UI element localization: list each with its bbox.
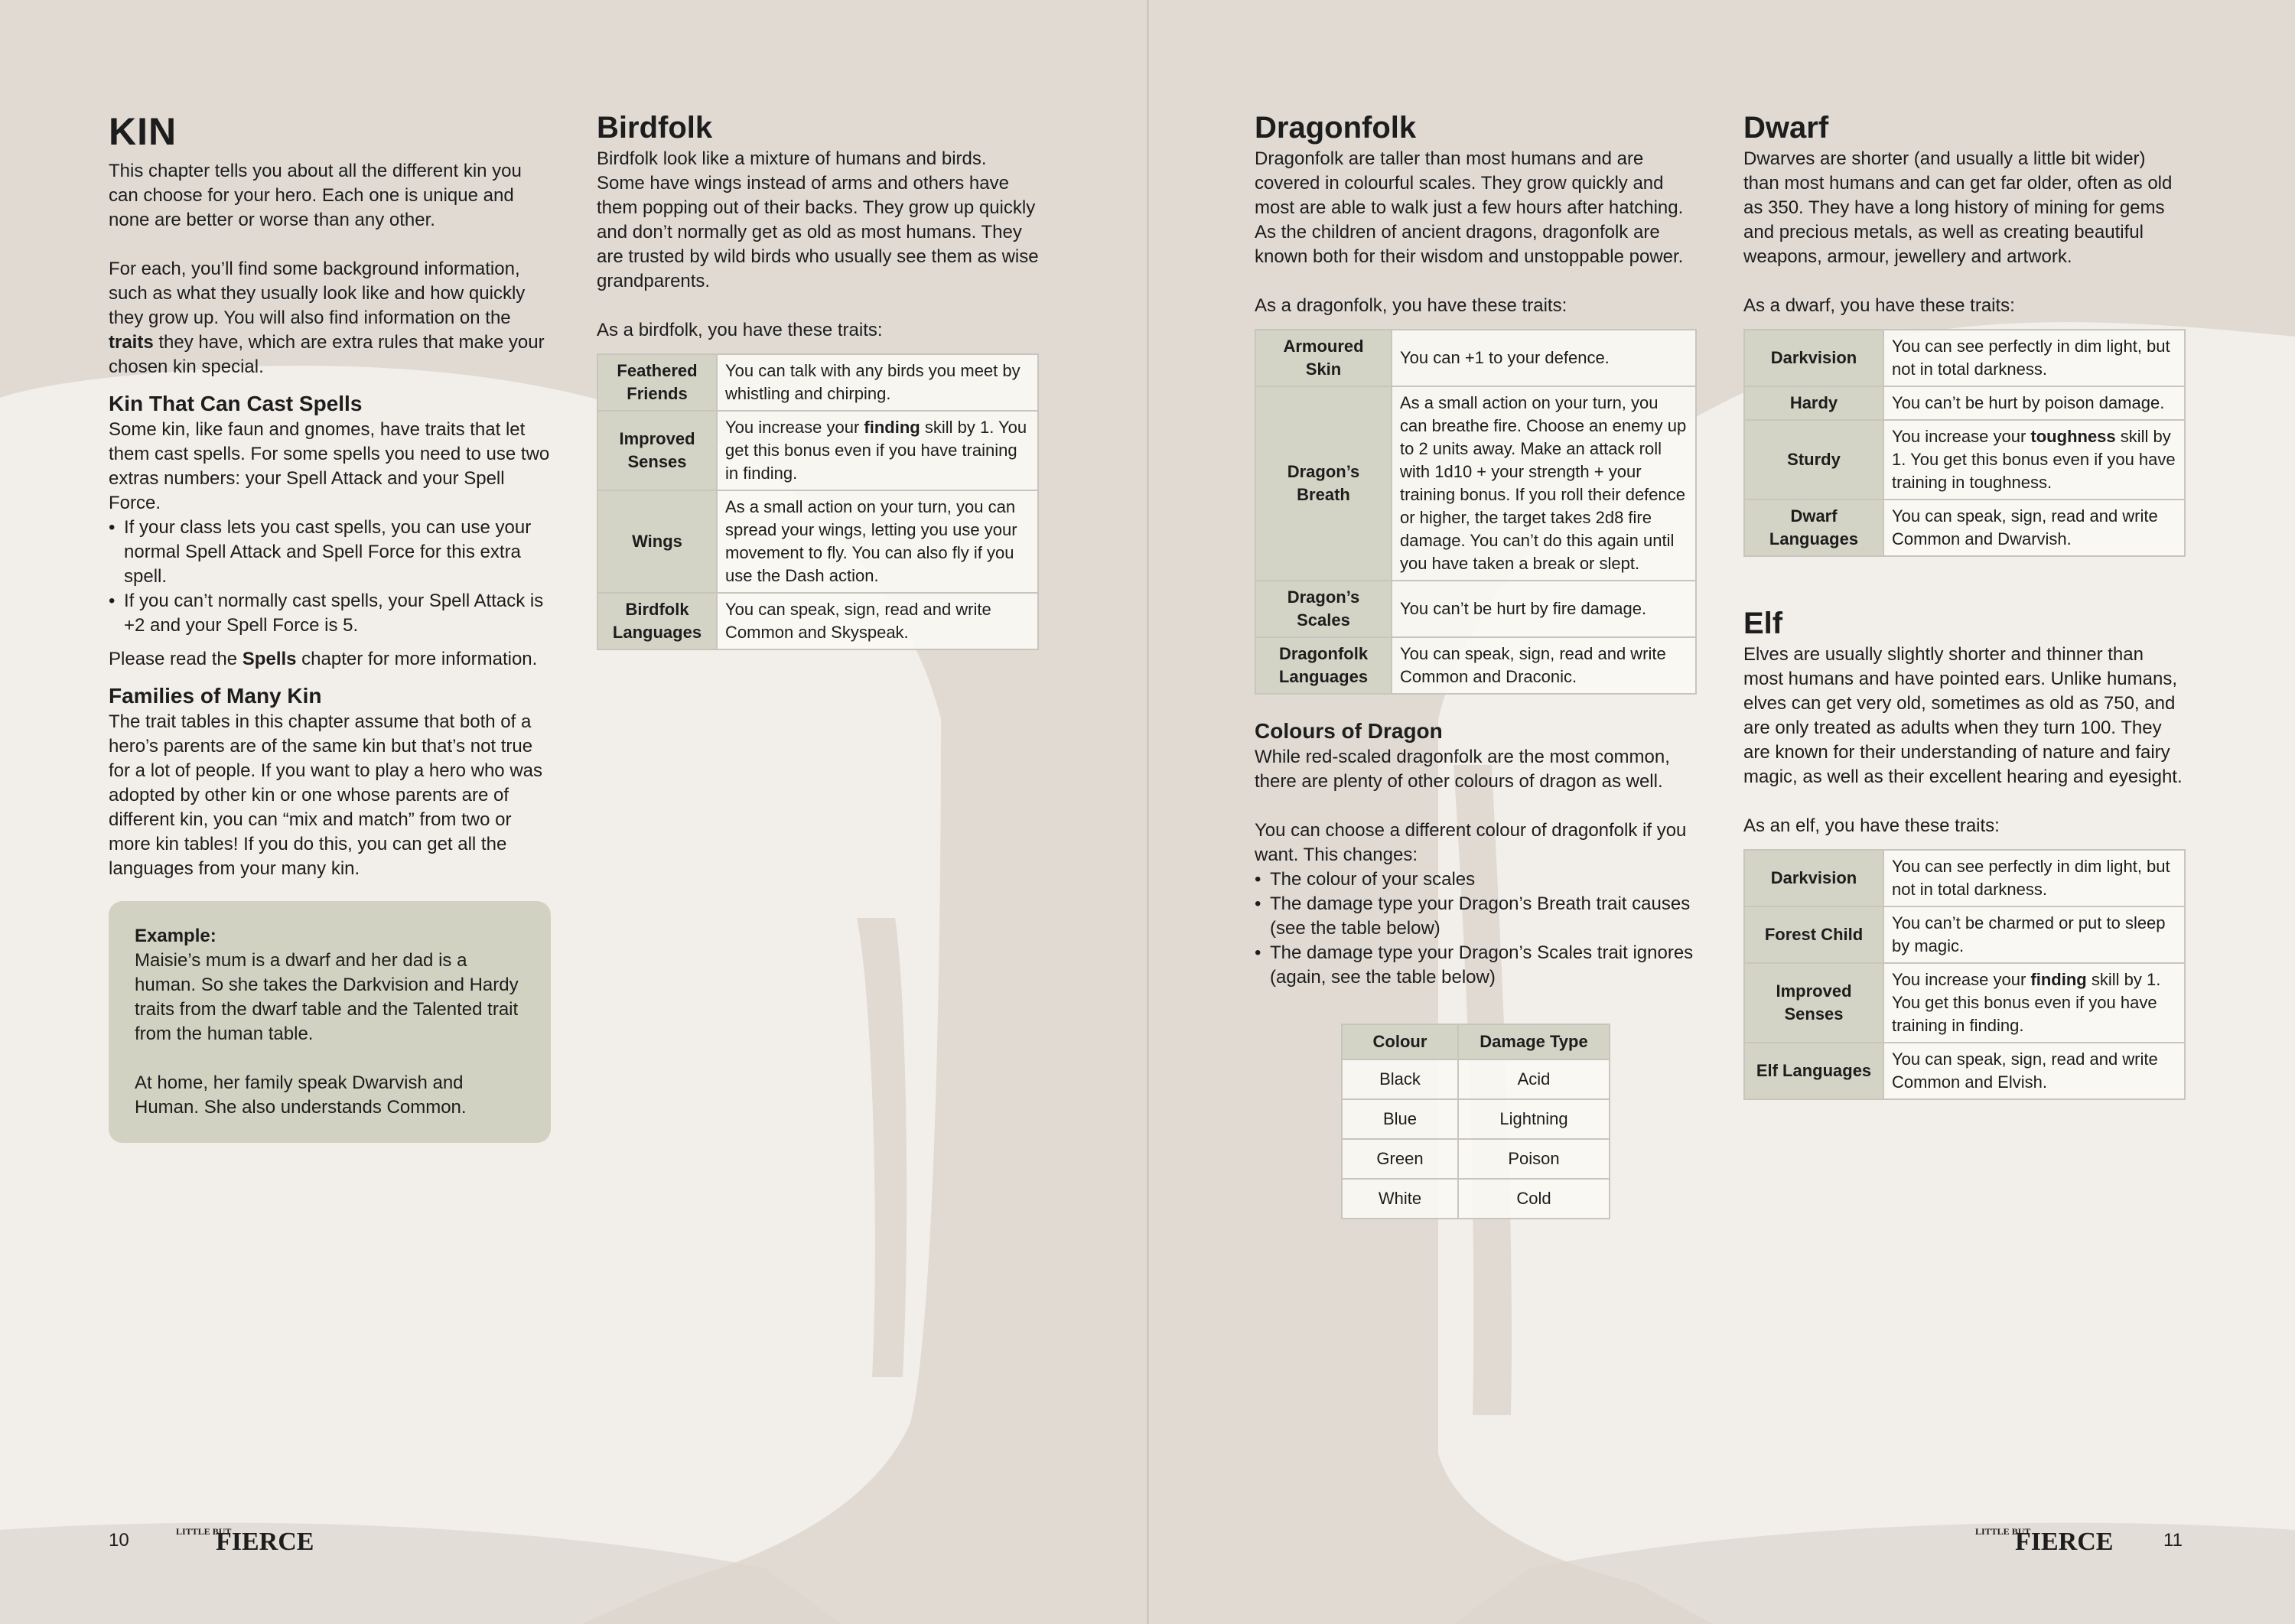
page-number-right: 11: [2163, 1530, 2183, 1551]
spells-bullet: • If you can’t normally cast spells, your Spell Attack is +2 and your Spell Force is 5.: [109, 589, 551, 638]
spells-bullet: • If your class lets you cast spells, you can use your normal Spell Attack and Spell Force for this extra spell.: [109, 516, 551, 589]
colour-cell: Black: [1342, 1059, 1458, 1099]
birdfolk-traits-intro: As a birdfolk, you have these traits:: [597, 320, 883, 340]
trait-name: Armoured Skin: [1255, 330, 1392, 386]
spells-paragraph: Some kin, like faun and gnomes, have traits that let them cast spells. For some spells you need to use two extras numbers: your Spell Attack and your Spell Force.: [109, 419, 550, 513]
birdfolk-title: Birdfolk: [597, 111, 713, 145]
dragonfolk-traits-intro: As a dragonfolk, you have these traits:: [1255, 295, 1567, 316]
trait-description: [717, 411, 1038, 490]
trait-desc-text-a: You increase your: [725, 418, 864, 437]
birdfolk-paragraph: Birdfolk look like a mixture of humans and birds. Some have wings instead of arms and others have them popping out of their backs. They grow up quickly and don’t normally get as old as most humans. They are trusted by wild birds who usually see them as wise grandparents.: [597, 148, 1039, 291]
trait-desc-bold: finding: [2030, 970, 2087, 989]
trait-description: [1883, 420, 2185, 500]
colours-bullet: • The damage type your Dragon’s Scales trait ignores (again, see the table below): [1255, 941, 1697, 990]
colours-bullet-list: [1255, 867, 1697, 990]
spells-heading: Kin That Can Cast Spells: [109, 392, 363, 415]
page-number-left: 10: [109, 1530, 129, 1551]
table-row: [1744, 963, 2185, 1043]
table-row: [1744, 1043, 2185, 1099]
trait-name: Improved Senses: [597, 411, 717, 490]
spells-note-text-b: chapter for more information.: [296, 649, 538, 669]
trait-name: Sturdy: [1744, 420, 1883, 500]
trait-desc-text-b: skill by 1. You get this bonus even if you have training in finding.: [725, 418, 1027, 483]
kin-intro-paragraph-1: This chapter tells you about all the different kin you can choose for your hero. Each one is unique and none are better or worse than any other.: [109, 161, 522, 230]
trait-name: Dwarf Languages: [1744, 500, 1883, 556]
table-row: [1342, 1139, 1610, 1179]
dragonfolk-column: [1255, 109, 1697, 1219]
families-heading: Families of Many Kin: [109, 684, 322, 708]
dwarf-traits-intro: As a dwarf, you have these traits:: [1743, 295, 2015, 316]
trait-desc-text-b: skill by 1. You get this bonus even if you have training in toughness.: [1892, 427, 2176, 492]
table-row: [1342, 1099, 1610, 1139]
trait-description: [1883, 963, 2185, 1043]
kin-intro-paragraph-2: [109, 257, 551, 379]
trait-description: As a small action on your turn, you can spread your wings, letting you use your movement to fly. You can also fly if you use the Dash action.: [717, 490, 1038, 593]
elf-title: Elf: [1743, 607, 1783, 640]
colours-paragraph-2: You can choose a different colour of dragonfolk if you want. This changes:: [1255, 820, 1687, 865]
trait-name: Forest Child: [1744, 906, 1883, 963]
trait-description: You can’t be hurt by fire damage.: [1392, 581, 1696, 637]
elf-paragraph: Elves are usually slightly shorter and thinner than most humans and have pointed ears. Unlike humans, elves can get very old, sometimes as old as 750, and are only treated as adults when they turn 100. They are known for their understanding of nature and fairy magic, as well as their excellent hearing and eyesight.: [1743, 644, 2183, 787]
trait-name: Feathered Friends: [597, 354, 717, 411]
trait-desc-bold: finding: [864, 418, 920, 437]
table-row: [1255, 581, 1696, 637]
damage-type-header: Damage Type: [1458, 1024, 1610, 1059]
spells-note-text-a: Please read the: [109, 649, 243, 669]
colour-cell: White: [1342, 1179, 1458, 1219]
damage-type-cell: Acid: [1458, 1059, 1610, 1099]
trait-name: Dragon’s Scales: [1255, 581, 1392, 637]
trait-description: You can speak, sign, read and write Common and Draconic.: [1392, 637, 1696, 694]
table-row: [1255, 330, 1696, 386]
table-row: [1744, 906, 2185, 963]
dragon-colour-table: [1341, 1024, 1610, 1219]
example-paragraph-1: Maisie’s mum is a dwarf and her dad is a human. So she takes the Darkvision and Hardy traits from the dwarf table and the Talented trait from the human table.: [135, 950, 519, 1044]
dwarf-title: Dwarf: [1743, 111, 1829, 145]
trait-name: Elf Languages: [1744, 1043, 1883, 1099]
colour-cell: Blue: [1342, 1099, 1458, 1139]
table-row: [597, 593, 1038, 649]
colours-bullet: • The damage type your Dragon’s Breath trait causes (see the table below): [1255, 892, 1697, 941]
kin-intro-text-b: they have, which are extra rules that make your chosen kin special.: [109, 332, 545, 377]
table-row: [597, 354, 1038, 411]
table-header-row: [1342, 1024, 1610, 1059]
trait-desc-text-a: You increase your: [1892, 427, 2031, 446]
dwarf-traits-table: [1743, 329, 2186, 557]
logo-big-text: FIERCE: [216, 1528, 314, 1553]
trait-name: Dragon’s Breath: [1255, 386, 1392, 581]
trait-name: Darkvision: [1744, 850, 1883, 906]
colours-bullet: • The colour of your scales: [1255, 867, 1697, 892]
families-paragraph: The trait tables in this chapter assume that both of a hero’s parents are of the same kin but that’s not true for a lot of people. If you want to play a hero who was adopted by other kin or one whose parents are of different kin, you can “mix and match” from two or more kin tables! If you do this, you can get all the languages from your many kin.: [109, 711, 542, 879]
kin-title: KIN: [109, 110, 177, 153]
damage-type-cell: Poison: [1458, 1139, 1610, 1179]
page-gutter: [1147, 0, 1149, 1624]
trait-description: You can speak, sign, read and write Common and Skyspeak.: [717, 593, 1038, 649]
trait-name: Birdfolk Languages: [597, 593, 717, 649]
spells-note: [109, 647, 551, 672]
trait-description: You can’t be hurt by poison damage.: [1883, 386, 2185, 420]
trait-description: You can speak, sign, read and write Common and Dwarvish.: [1883, 500, 2185, 556]
little-but-fierce-logo-right: [1974, 1522, 2127, 1553]
dwarf-elf-column: [1743, 109, 2186, 1100]
table-row: [1744, 420, 2185, 500]
table-row: [1342, 1059, 1610, 1099]
table-row: [1744, 500, 2185, 556]
example-paragraph-2: At home, her family speak Dwarvish and Human. She also understands Common.: [135, 1072, 467, 1118]
trait-name: Wings: [597, 490, 717, 593]
colour-header: Colour: [1342, 1024, 1458, 1059]
table-row: [1744, 386, 2185, 420]
kin-intro-text-a: For each, you’ll find some background information, such as what they usually look like and how quickly they grow up. You will also find information on the: [109, 259, 526, 328]
table-row: [1744, 850, 2185, 906]
table-row: [597, 411, 1038, 490]
trait-name: Hardy: [1744, 386, 1883, 420]
table-row: [1255, 637, 1696, 694]
trait-description: You can +1 to your defence.: [1392, 330, 1696, 386]
table-row: [1342, 1179, 1610, 1219]
trait-description: You can talk with any birds you meet by whistling and chirping.: [717, 354, 1038, 411]
table-row: [597, 490, 1038, 593]
trait-name: Darkvision: [1744, 330, 1883, 386]
logo-big-text: FIERCE: [2015, 1528, 2114, 1553]
trait-description: You can see perfectly in dim light, but not in total darkness.: [1883, 850, 2185, 906]
dragonfolk-title: Dragonfolk: [1255, 111, 1417, 145]
birdfolk-column: [597, 109, 1039, 650]
example-box: [109, 901, 551, 1143]
dragonfolk-traits-table: [1255, 329, 1697, 695]
example-label: Example:: [135, 926, 216, 946]
table-row: [1255, 386, 1696, 581]
damage-type-cell: Lightning: [1458, 1099, 1610, 1139]
trait-desc-text-a: You increase your: [1892, 970, 2031, 989]
trait-description: You can’t be charmed or put to sleep by magic.: [1883, 906, 2185, 963]
birdfolk-traits-table: [597, 353, 1039, 650]
colours-heading: Colours of Dragon: [1255, 719, 1443, 743]
table-row: [1744, 330, 2185, 386]
dragonfolk-paragraph: Dragonfolk are taller than most humans and are covered in colourful scales. They grow quickly and most are able to walk just a few hours after hatching. As the children of ancient dragons, dragonfolk are known both for their wisdom and unstoppable power.: [1255, 148, 1684, 267]
colours-paragraph-1: While red-scaled dragonfolk are the most common, there are plenty of other colours of dragon as well.: [1255, 747, 1670, 792]
logo-small-text: LITTLE BUT: [176, 1526, 232, 1537]
colour-cell: Green: [1342, 1139, 1458, 1179]
damage-type-cell: Cold: [1458, 1179, 1610, 1219]
kin-intro-traits-bold: traits: [109, 332, 154, 353]
elf-traits-table: [1743, 849, 2186, 1100]
trait-description: You can speak, sign, read and write Common and Elvish.: [1883, 1043, 2185, 1099]
spells-bullet-list: [109, 516, 551, 638]
dwarf-paragraph: Dwarves are shorter (and usually a little bit wider) than most humans and can get far older, often as old as 350. They have a long history of mining for gems and precious metals, as well as creating beautiful weapons, armour, jewellery and artwork.: [1743, 148, 2173, 267]
elf-traits-intro: As an elf, you have these traits:: [1743, 815, 2000, 836]
little-but-fierce-logo-left: [174, 1522, 327, 1553]
trait-desc-bold: toughness: [2030, 427, 2116, 446]
logo-small-text: LITTLE BUT: [1975, 1526, 2031, 1537]
trait-name: Improved Senses: [1744, 963, 1883, 1043]
trait-description: As a small action on your turn, you can breathe fire. Choose an enemy up to 2 units away. Make an attack roll with 1d10 + your strength + your training bonus. If you roll their defence or higher, the target takes 2d8 fire damage. You can’t do this again until you have taken a break or slept.: [1392, 386, 1696, 581]
kin-column: [109, 109, 551, 1143]
trait-desc-text-b: skill by 1. You get this bonus even if you have training in finding.: [1892, 970, 2161, 1035]
trait-name: Dragonfolk Languages: [1255, 637, 1392, 694]
spells-note-bold: Spells: [242, 649, 297, 669]
trait-description: You can see perfectly in dim light, but not in total darkness.: [1883, 330, 2185, 386]
